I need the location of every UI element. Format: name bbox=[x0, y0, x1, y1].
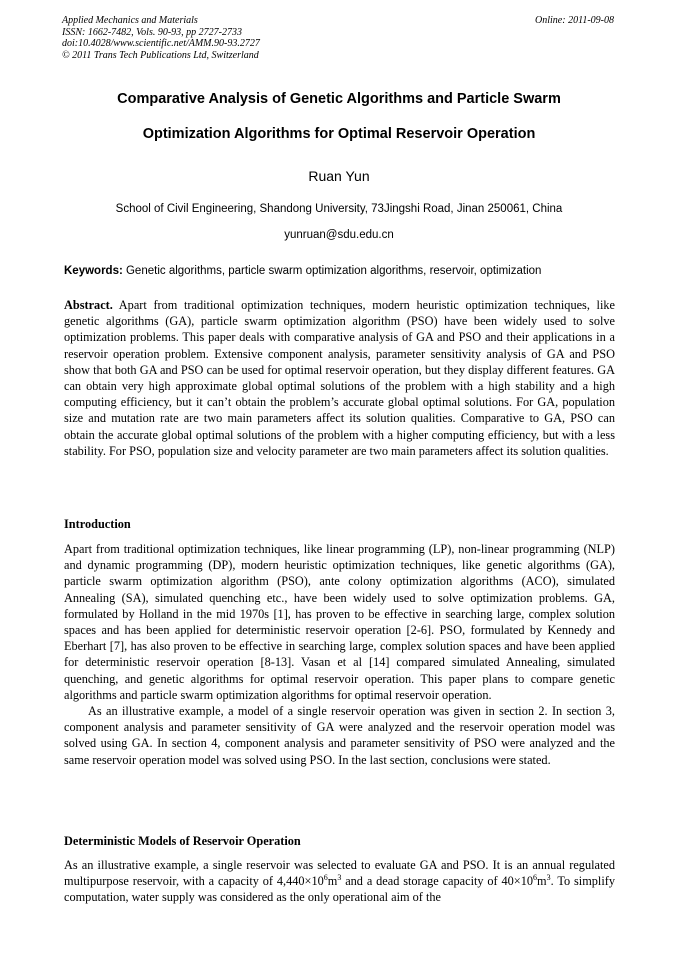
abstract-text: Apart from traditional optimization techniques, modern heuristic optimization techniques, like genetic algorithms (GA), particle swarm optimization algorithm (PSO) have been widely used to solve optimization problems. This paper deals with comparative analysis of GA and PSO and their applications in a reservoir operation problem. Extensive component analysis, parameter sensitivity analysis of GA and PSO show that both GA and PSO can be used for optimal reservoir operation, but they display different features. GA can obtain very high approximate global optimal solutions of the problem with a high stability and a high computing efficiency, but it can’t obtain the problem’s accurate global optimal solutions. For GA, population size and mutation rate are two main parameters affect its solution qualities. Comparative to GA, PSO can obtain the accurate global optimal solutions of the problem with a higher computing efficiency, but with a less stability. For PSO, population size and velocity parameter are two main parameters affect its solution qualities. bbox=[64, 298, 615, 458]
issn-line: ISSN: 1662-7482, Vols. 90-93, pp 2727-2733 bbox=[62, 26, 242, 38]
journal-header bbox=[62, 15, 260, 61]
author-email: yunruan@sdu.edu.cn bbox=[284, 229, 394, 241]
keywords-text: Genetic algorithms, particle swarm optimization algorithms, reservoir, optimization bbox=[122, 265, 542, 277]
introduction-paragraph-2: As an illustrative example, a model of a single reservoir operation was given in section 2. In section 3, component analysis and parameter sensitivity of GA were analyzed and the reservoir operation model was solved using GA. In section 4, component analysis and parameter sensitivity of PSO were analyzed and the same reservoir operation model was solved using PSO. In the last section, conclusions were stated. bbox=[64, 704, 615, 767]
keywords-label: Keywords: bbox=[64, 265, 123, 277]
journal-name: Applied Mechanics and Materials bbox=[62, 15, 198, 26]
introduction-heading: Introduction bbox=[64, 517, 131, 531]
doi-line: doi:10.4028/www.scientific.net/AMM.90-93.2727 bbox=[62, 38, 260, 49]
deterministic-models-body bbox=[64, 857, 615, 906]
deterministic-models-heading: Deterministic Models of Reservoir Operation bbox=[64, 834, 301, 848]
copyright-line: © 2011 Trans Tech Publications Ltd, Switzerland bbox=[62, 49, 259, 61]
author-affiliation: School of Civil Engineering, Shandong University, 73Jingshi Road, Jinan 250061, China bbox=[115, 203, 563, 215]
online-date: Online: 2011-09-08 bbox=[535, 15, 614, 26]
author-name: Ruan Yun bbox=[308, 168, 370, 184]
abstract-label: Abstract. bbox=[64, 298, 113, 312]
deterministic-paragraph: As an illustrative example, a single reservoir was selected to evaluate GA and PSO. It is an annual regulated multipurpose reservoir, with a capacity of $4,440\times 10^6m^3$ and a dead storage capacity of $40\times 10^6m^3$. To simplify computation, water supply was considered as the only operational aim of the bbox=[64, 858, 615, 905]
abstract bbox=[64, 297, 615, 459]
paper-title-line-1: Comparative Analysis of Genetic Algorithms and Particle Swarm bbox=[117, 91, 561, 107]
introduction-paragraph-1: Apart from traditional optimization techniques, like linear programming (LP), non-linear programming (NLP) and dynamic programming (DP), modern heuristic optimization techniques, like genetic algorithms (GA), particle swarm optimization algorithm (PSO), ante colony optimization algorithms (ACO), simulated Annealing (SA), simulated quenching etc., have been widely used to solve optimization problems. GA, formulated by Holland in the mid 1970s [1], has proven to be effective in searching large, complex solution spaces and has been applied for deterministic reservoir operation [2-6]. PSO, formulated by Kennedy and Eberhart [7], has also proven to be effective in searching large, complex solution spaces and have been applied for deterministic reservoir operation [8-13]. Vasan et al [14] compared simulated Annealing, simulated quenching, and genetic algorithms for optimal reservoir operation. This paper plans to compare genetic algorithms and particle swarm optimization algorithms for optimal reservoir operation. bbox=[64, 542, 615, 702]
paper-title-line-2: Optimization Algorithms for Optimal Reservoir Operation bbox=[142, 126, 536, 142]
keywords bbox=[64, 265, 624, 277]
introduction-body bbox=[64, 541, 615, 768]
